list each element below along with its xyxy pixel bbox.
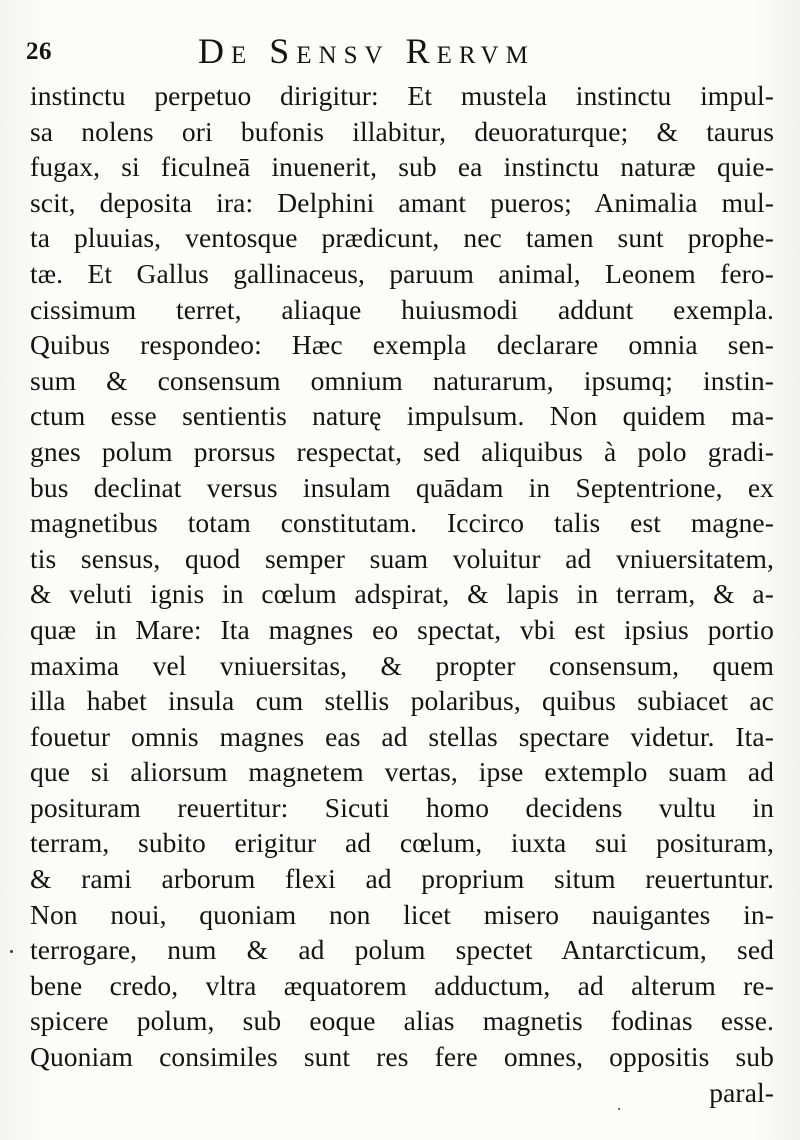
text-line: fugax, si ficulneā inuenerit, sub ea instinctu naturæ quie- <box>30 151 774 183</box>
text-line: terram, subito erigitur ad cœlum, iuxta sui posituram, <box>30 827 774 859</box>
text-line: Quoniam consimiles sunt res fere omnes, oppositis sub <box>30 1041 774 1073</box>
text-line: quæ in Mare: Ita magnes eo spectat, vbi est ipsius portio <box>30 613 774 645</box>
text-line: que si aliorsum magnetem vertas, ipse extemplo suam ad <box>30 756 774 788</box>
text-line: posituram reuertitur: Sicuti homo decidens vultu in <box>30 791 774 823</box>
ink-speck <box>618 1108 620 1110</box>
text-line: spicere polum, sub eoque alias magnetis fodinas esse. <box>30 1005 774 1037</box>
text-line: cissimum terret, aliaque huiusmodi addunt exempla. <box>30 293 774 325</box>
text-line: tis sensus, quod semper suam voluitur ad vniuersitatem, <box>30 542 774 574</box>
text-line: illa habet insula cum stellis polaribus, quibus subiacet ac <box>30 685 774 717</box>
text-line: ctum esse sentientis naturę impulsum. Non quidem ma- <box>30 400 774 432</box>
text-line: Non noui, quoniam non licet misero nauigantes in- <box>30 898 774 930</box>
text-line: sa nolens ori bufonis illabitur, deuoraturque; & taurus <box>30 115 774 147</box>
page-header <box>26 30 766 74</box>
text-line: gnes polum prorsus respectat, sed aliquibus à polo gradi- <box>30 435 774 467</box>
text-line: tæ. Et Gallus gallinaceus, paruum animal, Leonem fero- <box>30 257 774 289</box>
text-line: bus declinat versus insulam quādam in Septentrione, ex <box>30 471 774 503</box>
text-line: magnetibus totam constitutam. Iccirco talis est magne- <box>30 507 774 539</box>
text-line: scit, deposita ira: Delphini amant pueros; Animalia mul- <box>30 186 774 218</box>
text-line: & veluti ignis in cœlum adspirat, & lapis in terram, & a- <box>30 578 774 610</box>
body-text <box>30 78 774 1110</box>
text-line: sum & consensum omnium naturarum, ipsumq; instin- <box>30 364 774 396</box>
text-line: bene credo, vltra æquatorem adductum, ad alterum re- <box>30 969 774 1001</box>
catchword: paral- <box>709 1076 774 1108</box>
text-line: Quibus respondeo: Hæc exempla declarare omnia sen- <box>30 329 774 361</box>
text-line: maxima vel vniuersitas, & propter consensum, quem <box>30 649 774 681</box>
text-line: fouetur omnis magnes eas ad stellas spectare videtur. Ita- <box>30 720 774 752</box>
text-line: & rami arborum flexi ad proprium situm reuertuntur. <box>30 863 774 895</box>
text-line: terrogare, num & ad polum spectet Antarcticum, sed <box>30 934 774 966</box>
text-line: instinctu perpetuo dirigitur: Et mustela instinctu impul- <box>30 80 774 111</box>
text-line: ta pluuias, ventosque prædicunt, nec tamen sunt prophe- <box>30 222 774 254</box>
page-number: 26 <box>26 38 52 65</box>
ink-speck <box>10 950 13 953</box>
running-title: De Sensv Rervm <box>198 31 535 71</box>
